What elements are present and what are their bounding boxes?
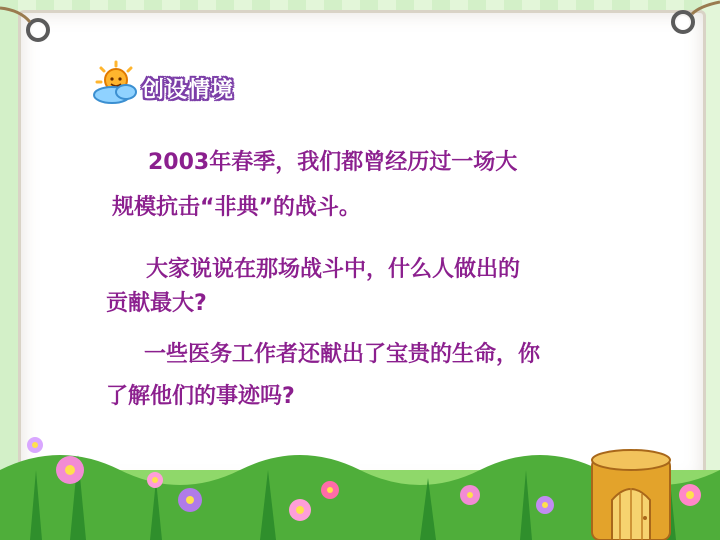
- tree-stump-door-icon: [592, 450, 670, 540]
- paragraph-1-line-2: 规模抗击“非典”的战斗。: [112, 195, 361, 220]
- ring-right-icon: [673, 2, 720, 32]
- paragraph-3-line-1: 一些医务工作者还献出了宝贵的生命，你: [144, 342, 541, 367]
- paragraph-1-line-1: 2003年春季，我们都曾经历过一场大: [148, 150, 518, 175]
- ring-left-icon: [0, 8, 48, 40]
- banner-title: 创设情境: [142, 78, 235, 103]
- paragraph-2-line-1: 大家说说在那场战斗中，什么人做出的: [146, 257, 521, 282]
- paragraph-2-line-2: 贡献最大?: [106, 291, 207, 316]
- paragraph-3-line-2: 了解他们的事迹吗?: [106, 384, 295, 409]
- section-banner: [92, 68, 252, 108]
